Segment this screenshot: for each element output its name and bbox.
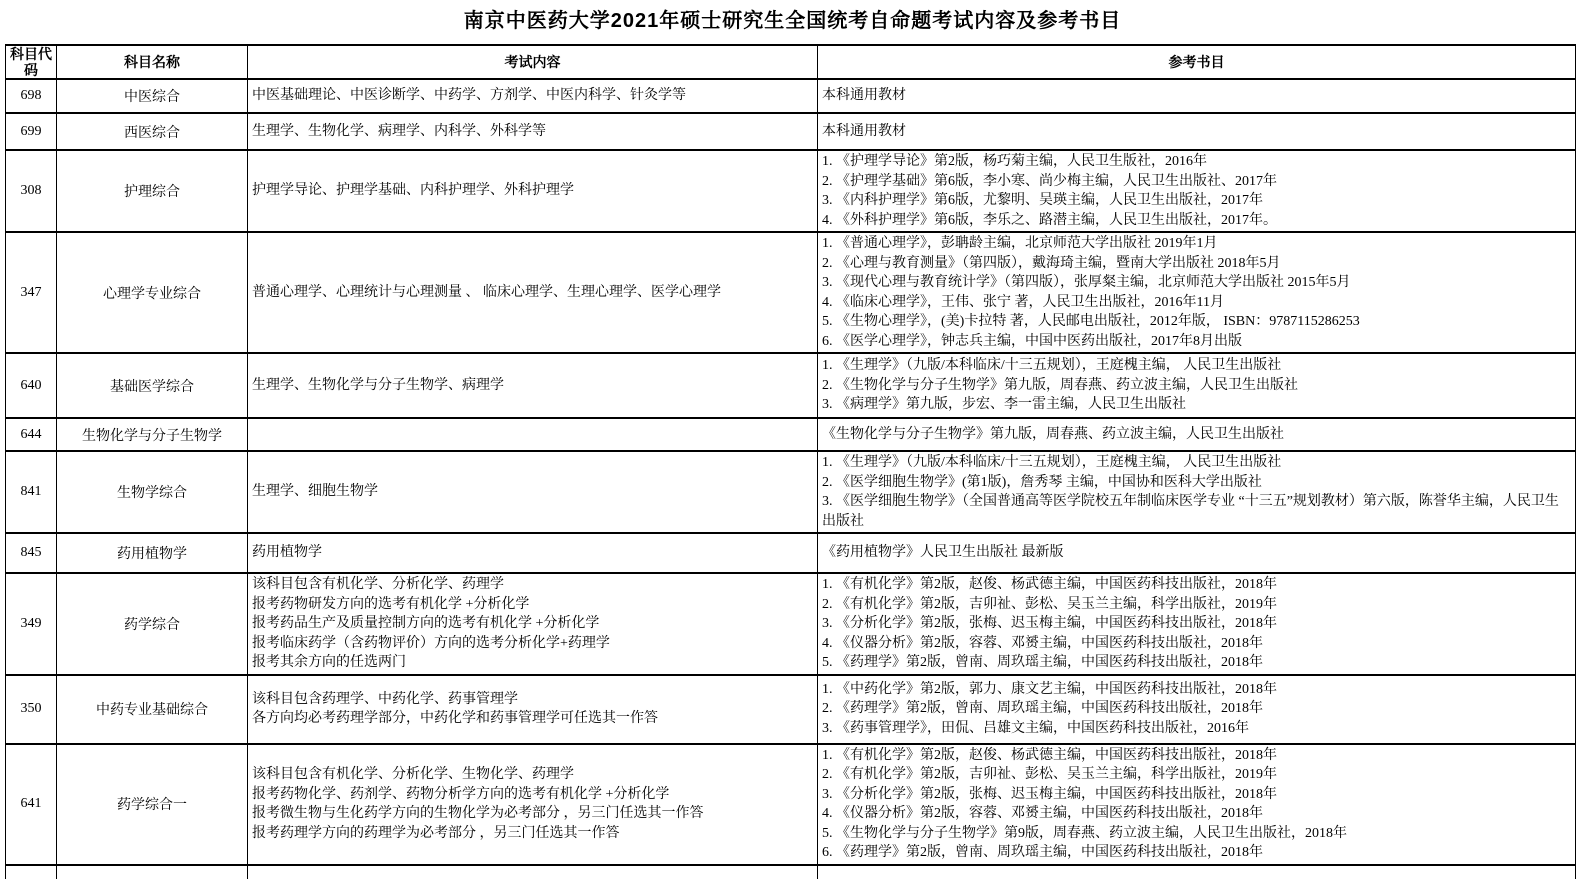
text-line: 报考临床药学（含药物评价）方向的选考分析化学+药理学 — [252, 635, 610, 651]
text-line: 2. 《药理学》第2版，曾南、周玖瑶主编，中国医药科技出版社，2018年 — [822, 701, 1263, 717]
text-line: 4. 《仪器分析》第2版，容蓉、邓赟主编，中国医药科技出版社，2018年 — [822, 635, 1263, 651]
text-line: 6. 《药理学》第2版，曾南、周玖瑶主编，中国医药科技出版社，2018年 — [822, 845, 1263, 860]
exam-content-cell — [248, 113, 818, 150]
subject-name-cell: 生物化学与分子生物学 — [57, 418, 248, 451]
exam-subjects-table — [5, 44, 1576, 879]
subject-code-cell — [6, 865, 57, 879]
text-line: 3. 《分析化学》第2版，张梅、迟玉梅主编，中国医药科技出版社，2018年 — [822, 786, 1277, 802]
reference-books-cell — [818, 533, 1576, 573]
column-header-subject-code: 科目代码 — [6, 45, 57, 79]
text-line: 报考其余方向的任选两门 — [252, 655, 406, 670]
column-header-exam-content: 考试内容 — [248, 45, 818, 79]
exam-content-cell — [248, 79, 818, 113]
text-line: 2. 《生物化学与分子生物学》第九版，周春燕、药立波主编，人民卫生出版社 — [822, 377, 1298, 393]
reference-books-cell — [818, 113, 1576, 150]
subject-name-cell — [57, 865, 248, 879]
text-line: 3. 《药事管理学》，田侃、吕雄文主编，中国医药科技出版社，2016年 — [822, 720, 1249, 736]
text-line: 普通心理学、心理统计与心理测量 、 临床心理学、生理心理学、医学心理学 — [252, 284, 721, 300]
subject-name-cell: 中医综合 — [57, 79, 248, 113]
table-row — [6, 573, 1576, 675]
reference-books-cell — [818, 79, 1576, 113]
subject-code-cell: 349 — [6, 573, 57, 675]
text-line: 5. 《生物心理学》，(美)卡拉特 著，人民邮电出版社，2012年版， ISBN：9787115286253 — [822, 314, 1360, 329]
exam-content-cell — [248, 353, 818, 418]
text-line: 生理学、生物化学、病理学、内科学、外科学等 — [252, 123, 546, 139]
subject-code-cell: 350 — [6, 675, 57, 744]
reference-books-cell — [818, 865, 1576, 879]
subject-code-cell: 644 — [6, 418, 57, 451]
subject-name-cell: 药学综合一 — [57, 744, 248, 865]
text-line: 4. 《仪器分析》第2版，容蓉、邓赟主编，中国医药科技出版社，2018年 — [822, 806, 1263, 821]
text-line: 1. 《普通心理学》，彭聃龄主编，北京师范大学出版社 2019年1月 — [822, 236, 1218, 251]
text-line: 1. 《生理学》（九版/本科临床/十三五规划），王庭槐主编， 人民卫生出版社 — [822, 358, 1282, 374]
text-line: 1. 《护理学导论》第2版，杨巧菊主编，人民卫生版社，2016年 — [822, 154, 1207, 169]
reference-books-cell — [818, 353, 1576, 418]
reference-books-cell — [818, 675, 1576, 744]
text-line: 2. 《有机化学》第2版，吉卯祉、彭松、吴玉兰主编，科学出版社，2019年 — [822, 596, 1277, 612]
text-line: 5. 《生物化学与分子生物学》第9版，周春燕、药立波主编，人民卫生出版社，2018年 — [822, 825, 1347, 841]
subject-name-cell: 中药专业基础综合 — [57, 675, 248, 744]
text-line: 中医基础理论、中医诊断学、中药学、方剂学、中医内科学、针灸学等 — [252, 88, 686, 104]
table-row-partial — [6, 865, 1576, 879]
reference-books-cell — [818, 573, 1576, 675]
subject-code-cell: 347 — [6, 232, 57, 353]
text-line: 生理学、生物化学与分子生物学、病理学 — [252, 377, 504, 393]
text-line: 3. 《病理学》第九版，步宏、李一雷主编，人民卫生出版社 — [822, 397, 1186, 413]
table-row — [6, 79, 1576, 113]
column-header-reference-books: 参考书目 — [818, 45, 1576, 79]
text-line: 3. 《内科护理学》第6版，尤黎明、吴瑛主编，人民卫生出版社，2017年 — [822, 193, 1263, 208]
text-line: 4. 《临床心理学》，王伟、张宁 著，人民卫生出版社，2016年11月 — [822, 294, 1224, 310]
reference-books-cell — [818, 418, 1576, 451]
table-row — [6, 533, 1576, 573]
text-line: 5. 《药理学》第2版，曾南、周玖瑶主编，中国医药科技出版社，2018年 — [822, 655, 1263, 670]
reference-books-cell — [818, 232, 1576, 353]
table-row — [6, 451, 1576, 533]
text-line: 报考药物研发方向的选考有机化学 +分析化学 — [252, 596, 530, 612]
text-line: 生理学、细胞生物学 — [252, 484, 378, 500]
subject-code-cell: 640 — [6, 353, 57, 418]
reference-books-cell — [818, 150, 1576, 232]
column-header-subject-name: 科目名称 — [57, 45, 248, 79]
text-line: 该科目包含有机化学、分析化学、生物化学、药理学 — [252, 767, 574, 782]
text-line: 2. 《有机化学》第2版，吉卯祉、彭松、吴玉兰主编，科学出版社，2019年 — [822, 767, 1277, 782]
text-line: 1. 《生理学》（九版/本科临床/十三五规划），王庭槐主编， 人民卫生出版社 — [822, 455, 1282, 470]
table-row — [6, 675, 1576, 744]
table-row — [6, 232, 1576, 353]
text-line: 2. 《心理与教育测量》（第四版），戴海琦主编，暨南大学出版社 2018年5月 — [822, 255, 1281, 271]
table-row — [6, 150, 1576, 232]
text-line: 6. 《医学心理学》，钟志兵主编，中国中医药出版社，2017年8月出版 — [822, 333, 1242, 349]
exam-content-cell — [248, 675, 818, 744]
subject-code-cell: 698 — [6, 79, 57, 113]
subject-name-cell: 西医综合 — [57, 113, 248, 150]
text-line: 报考药品生产及质量控制方向的选考有机化学 +分析化学 — [252, 616, 600, 631]
text-line: 本科通用教材 — [822, 88, 906, 104]
table-row — [6, 418, 1576, 451]
text-line: 护理学导论、护理学基础、内科护理学、外科护理学 — [252, 183, 574, 199]
text-line: 1. 《有机化学》第2版，赵俊、杨武德主编，中国医药科技出版社，2018年 — [822, 577, 1277, 592]
document-page — [0, 9, 1585, 879]
text-line: 该科目包含药理学、中药化学、药事管理学 — [252, 691, 518, 707]
exam-content-cell — [248, 865, 818, 879]
text-line: 报考微生物与生化药学方向的生物化学为必考部分 ，另三门任选其一作答 — [252, 806, 704, 821]
text-line: 3. 《医学细胞生物学》（全国普通高等医学院校五年制临床医学专业 “十三五”规划教材）第六版，陈誉华主编，人民卫生出版社 — [822, 494, 1559, 529]
subject-code-cell: 841 — [6, 451, 57, 533]
text-line: 各方向均必考药理学部分，中药化学和药事管理学可任选其一作答 — [252, 711, 658, 726]
subject-name-cell: 基础医学综合 — [57, 353, 248, 418]
text-line: 3. 《现代心理与教育统计学》（第四版），张厚粲主编，北京师范大学出版社 2015年5月 — [822, 275, 1351, 290]
subject-name-cell: 药用植物学 — [57, 533, 248, 573]
text-line: 1. 《有机化学》第2版，赵俊、杨武德主编，中国医药科技出版社，2018年 — [822, 747, 1277, 763]
exam-content-cell — [248, 533, 818, 573]
subject-name-cell: 心理学专业综合 — [57, 232, 248, 353]
exam-content-cell — [248, 232, 818, 353]
text-line: 4. 《外科护理学》第6版，李乐之、路潜主编，人民卫生出版社，2017年。 — [822, 212, 1277, 228]
exam-content-cell — [248, 744, 818, 865]
page-title: 南京中医药大学2021年硕士研究生全国统考自命题考试内容及参考书目 — [463, 10, 1122, 32]
subject-code-cell: 641 — [6, 744, 57, 865]
subject-code-cell: 308 — [6, 150, 57, 232]
text-line: 药用植物学 — [252, 545, 322, 561]
table-row — [6, 353, 1576, 418]
text-line: 《药用植物学》人民卫生出版社 最新版 — [822, 545, 1064, 561]
text-line: 2. 《护理学基础》第6版，李小寒、尚少梅主编，人民卫生出版社、2017年 — [822, 173, 1277, 189]
table-row — [6, 744, 1576, 865]
subject-name-cell: 药学综合 — [57, 573, 248, 675]
text-line: 该科目包含有机化学、分析化学、药理学 — [252, 577, 504, 592]
exam-content-cell — [248, 451, 818, 533]
text-line: 《生物化学与分子生物学》第九版，周春燕、药立波主编，人民卫生出版社 — [822, 426, 1284, 442]
text-line: 3. 《分析化学》第2版，张梅、迟玉梅主编，中国医药科技出版社，2018年 — [822, 616, 1277, 631]
reference-books-cell — [818, 451, 1576, 533]
subject-name-cell: 生物学综合 — [57, 451, 248, 533]
exam-content-cell — [248, 150, 818, 232]
subject-name-cell: 护理综合 — [57, 150, 248, 232]
table-row — [6, 113, 1576, 150]
exam-content-cell — [248, 573, 818, 675]
text-line: 1. 《中药化学》第2版，郭力、康文艺主编，中国医药科技出版社，2018年 — [822, 681, 1277, 697]
subject-code-cell: 845 — [6, 533, 57, 573]
exam-content-cell — [248, 418, 818, 451]
header-row — [6, 45, 1576, 79]
text-line: 本科通用教材 — [822, 123, 906, 139]
text-line: 报考药理学方向的药理学为必考部分 ，另三门任选其一作答 — [252, 825, 620, 841]
subject-code-cell: 699 — [6, 113, 57, 150]
text-line: 2. 《医学细胞生物学》(第1版)，詹秀琴 主编，中国协和医科大学出版社 — [822, 474, 1262, 490]
text-line: 报考药物化学、药剂学、药物分析学方向的选考有机化学 +分析化学 — [252, 786, 670, 802]
reference-books-cell — [818, 744, 1576, 865]
